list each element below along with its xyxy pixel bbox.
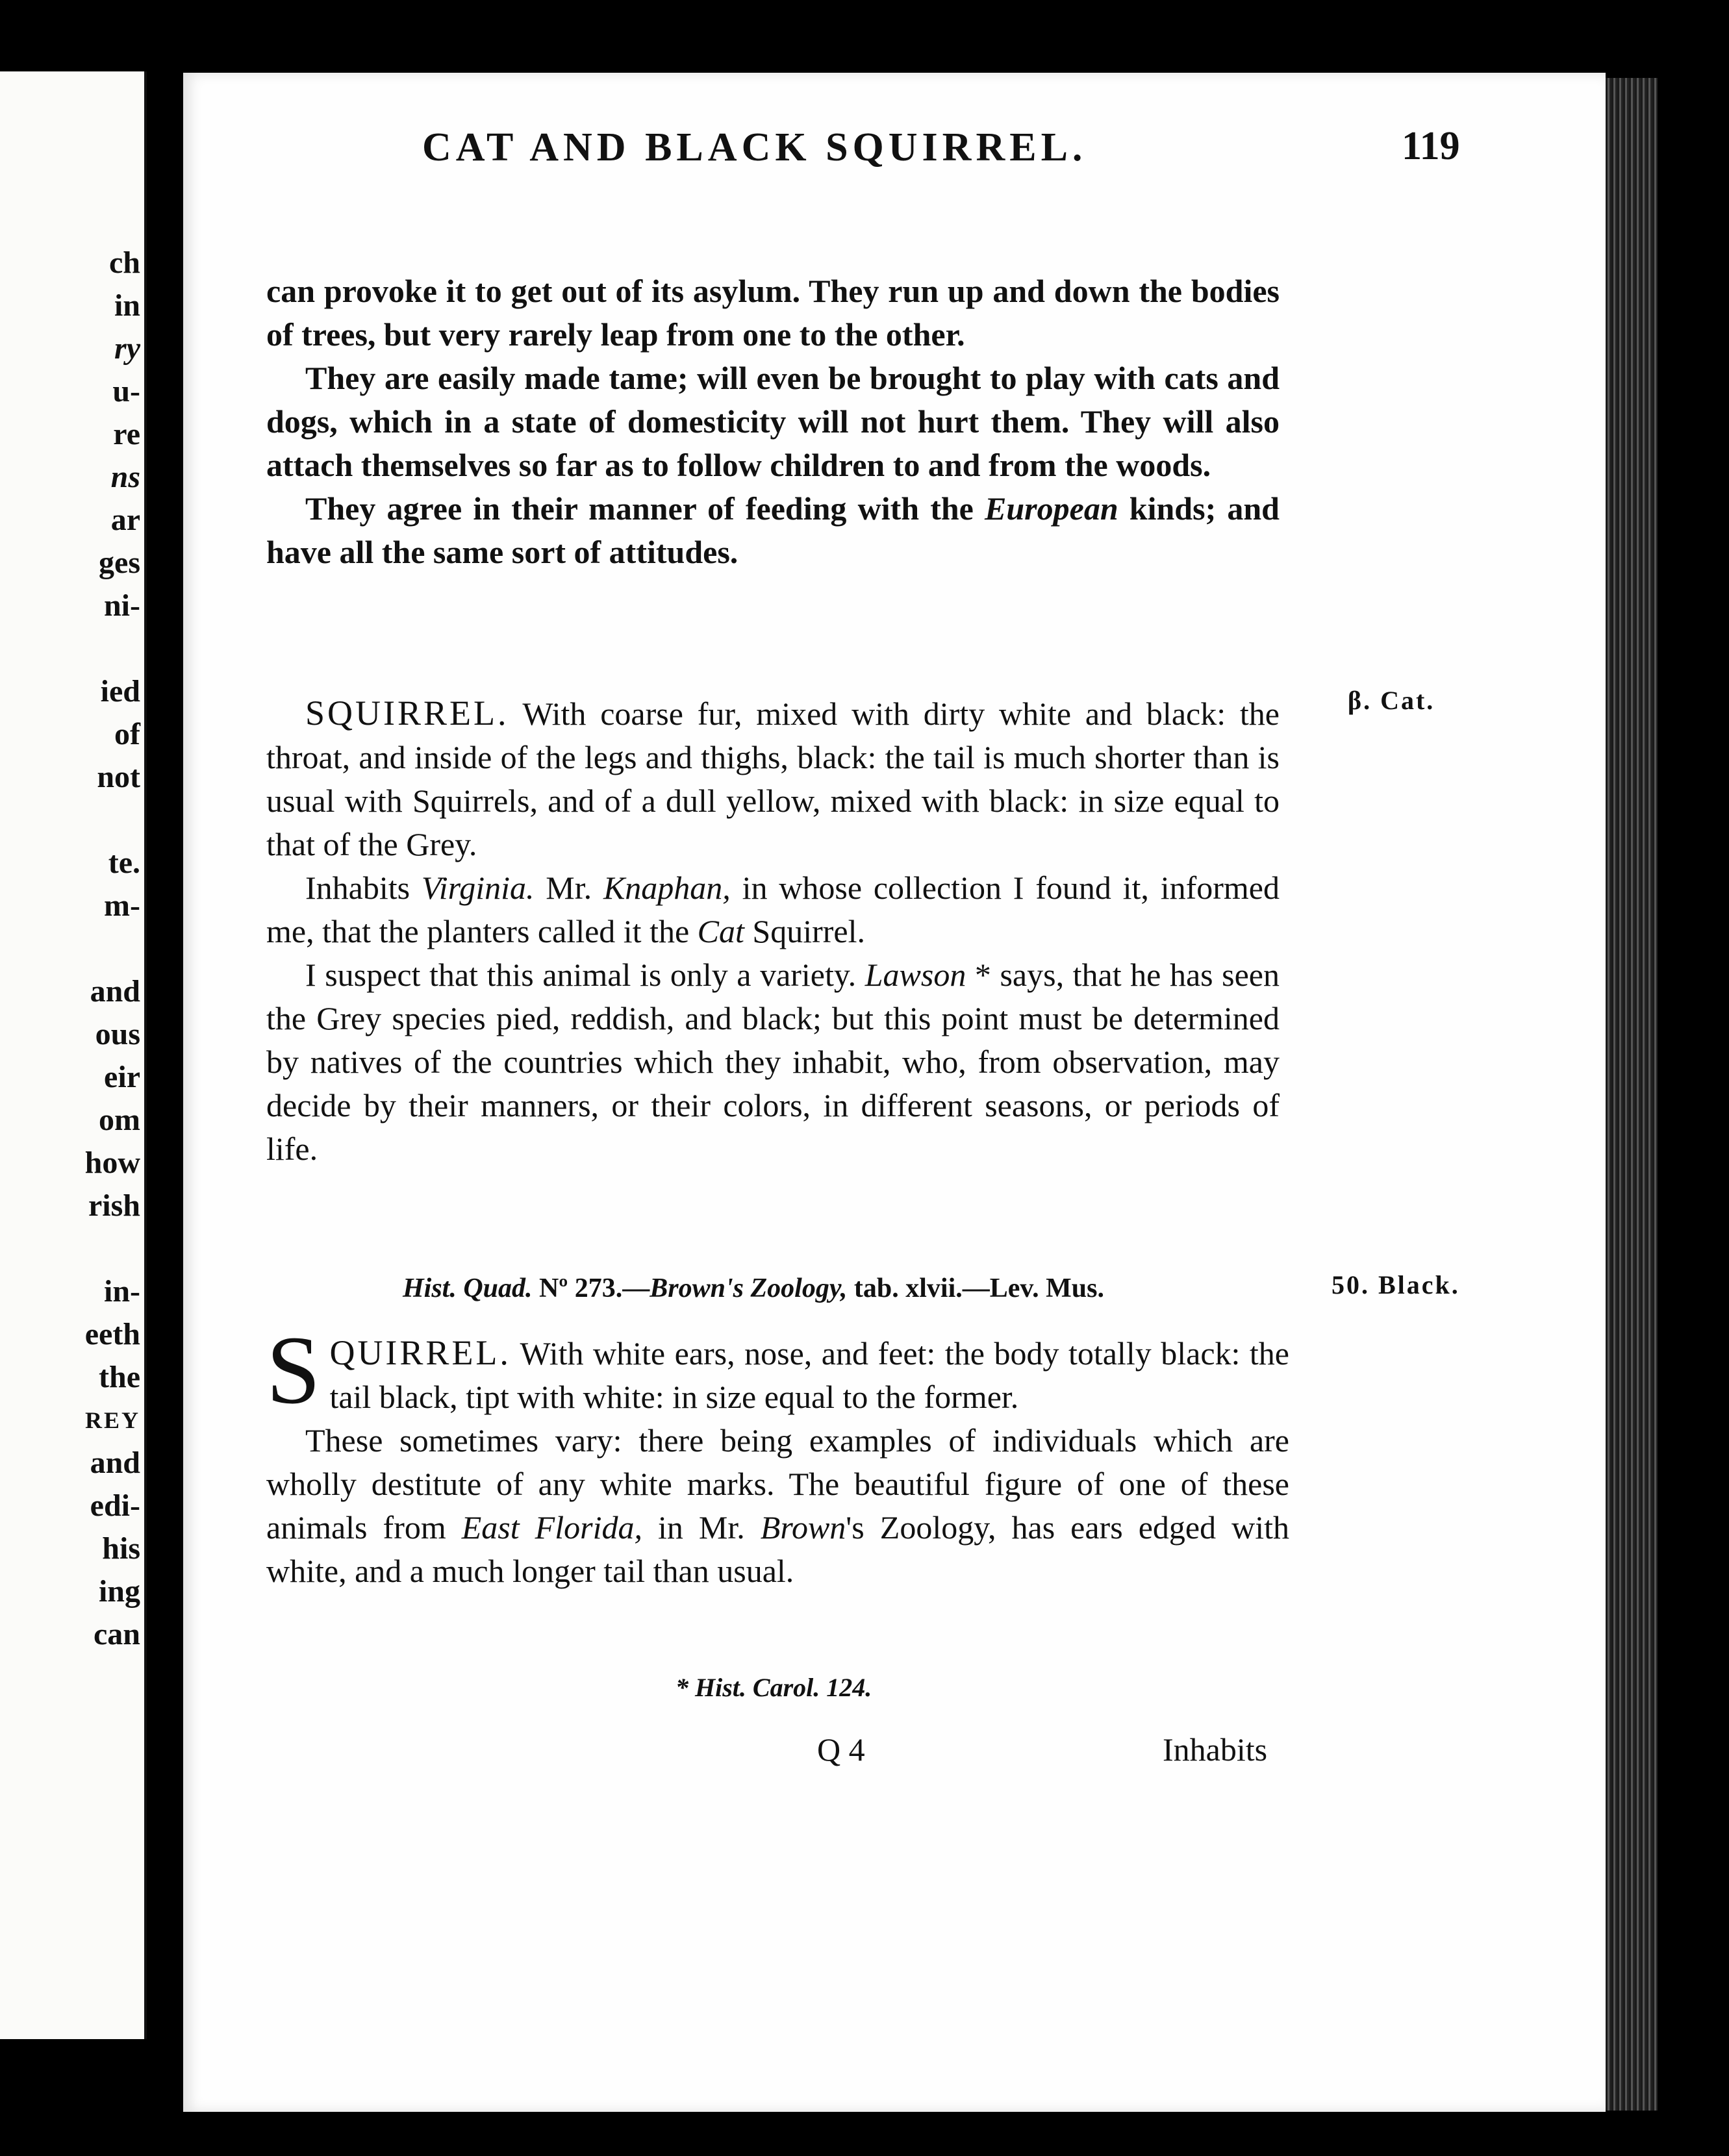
facing-page-fragment: om xyxy=(99,1103,140,1137)
paragraph: These sometimes vary: there being examples of individuals which are wholly destitute of any white marks. The beautiful figure of one of these animals from East Florida, in Mr. Brown's Zoology, has ears edged with white, and a much longer tail than usual. xyxy=(266,1422,1289,1589)
entry-black-squirrel xyxy=(266,1316,1289,1593)
facing-page-fragment: ns xyxy=(110,460,140,494)
facing-page-fragment: eeth xyxy=(84,1317,140,1351)
facing-page-fragment: can xyxy=(94,1617,140,1651)
synonymy-reference: Hist. Quad. Nº 273.—Brown's Zoology, tab. xlvii.—Lev. Mus. xyxy=(403,1273,1104,1303)
paragraph: They agree in their manner of feeding with the European kinds; and have all the same sort of attitudes. xyxy=(266,490,1280,570)
facing-page-fragment: rish xyxy=(88,1188,140,1223)
margin-label-cat: β. Cat. xyxy=(1348,686,1435,715)
facing-page-fragment: ry xyxy=(114,331,140,366)
facing-page-fragment: ch xyxy=(109,245,140,280)
facing-page-fragment: how xyxy=(84,1146,140,1180)
facing-page-fragment: re xyxy=(113,417,140,451)
paragraph: I suspect that this animal is only a variety. Lawson * says, that he has seen the Grey species pied, reddish, and black; but this point must be determined by natives of the countries which they inhabit, who, from observation, may decide by their manners, or their colors, in different seasons, or periods of life. xyxy=(266,957,1280,1167)
entry-cat-squirrel xyxy=(266,692,1280,1171)
facing-page-fragment: u- xyxy=(112,374,140,408)
paragraph: SQUIRREL. With coarse fur, mixed with dirty white and black: the throat, and inside of the legs and thighs, black: the tail is much shorter than is usual with Squirrels, and of a dull yellow, mixed with black: in size equal to that of the Grey. xyxy=(266,694,1280,862)
facing-page-fragment: and xyxy=(90,974,140,1009)
facing-page-fragment xyxy=(85,799,140,842)
footnote: * Hist. Carol. 124. xyxy=(675,1673,872,1702)
facing-page-fragment: ing xyxy=(98,1574,140,1609)
facing-page-fragment: ous xyxy=(95,1017,140,1051)
facing-page-fragment: ni- xyxy=(103,588,140,623)
facing-page-fragment: m- xyxy=(104,888,140,923)
catchword: Inhabits xyxy=(1163,1731,1268,1768)
section-continuation xyxy=(266,270,1280,574)
facing-page-fragment: of xyxy=(114,717,140,751)
facing-page-text xyxy=(85,242,144,1656)
facing-page-fragment: and xyxy=(90,1446,140,1480)
facing-page-fragment: te. xyxy=(108,846,140,880)
facing-page-fragment: not xyxy=(97,760,140,794)
facing-page-fragment: eir xyxy=(104,1060,140,1094)
page-number: 119 xyxy=(1402,124,1460,168)
running-head: CAT AND BLACK SQUIRREL. xyxy=(422,125,1087,169)
facing-page-fragment: in- xyxy=(103,1274,140,1309)
signature-mark: Q 4 xyxy=(817,1731,865,1768)
facing-page-fragment: ied xyxy=(100,674,140,708)
facing-page-fragment: in xyxy=(114,288,140,323)
drop-cap: S xyxy=(266,1316,321,1424)
facing-page-fragment: the xyxy=(99,1360,140,1394)
facing-page-fragment xyxy=(85,1227,140,1270)
facing-page-fragment: REY xyxy=(84,1407,140,1433)
facing-page-fragment: ges xyxy=(99,545,140,580)
facing-page-fragment: ar xyxy=(110,503,140,537)
paragraph: can provoke it to get out of its asylum. They run up and down the bodies of trees, but very rarely leap from one to the other. xyxy=(266,273,1280,353)
page-edges xyxy=(1606,78,1658,2111)
facing-page-fragment xyxy=(85,627,140,670)
paragraph: Inhabits Virginia. Mr. Knaphan, in whose collection I found it, informed me, that the planters called it the Cat Squirrel. xyxy=(266,870,1280,949)
facing-page-fragment: edi- xyxy=(90,1488,140,1523)
facing-page-fragment xyxy=(85,927,140,970)
facing-page xyxy=(0,71,147,2039)
facing-page-fragment: his xyxy=(102,1531,140,1566)
paragraph: SQUIRREL. With white ears, nose, and feet: the body totally black: the tail black, tipt with white: in size equal to the former. xyxy=(266,1316,1289,1424)
margin-label-black: 50. Black. xyxy=(1331,1270,1460,1299)
paragraph: They are easily made tame; will even be brought to play with cats and dogs, which in a state of domesticity will not hurt them. They will also attach themselves so far as to follow children to and from the woods. xyxy=(266,360,1280,483)
